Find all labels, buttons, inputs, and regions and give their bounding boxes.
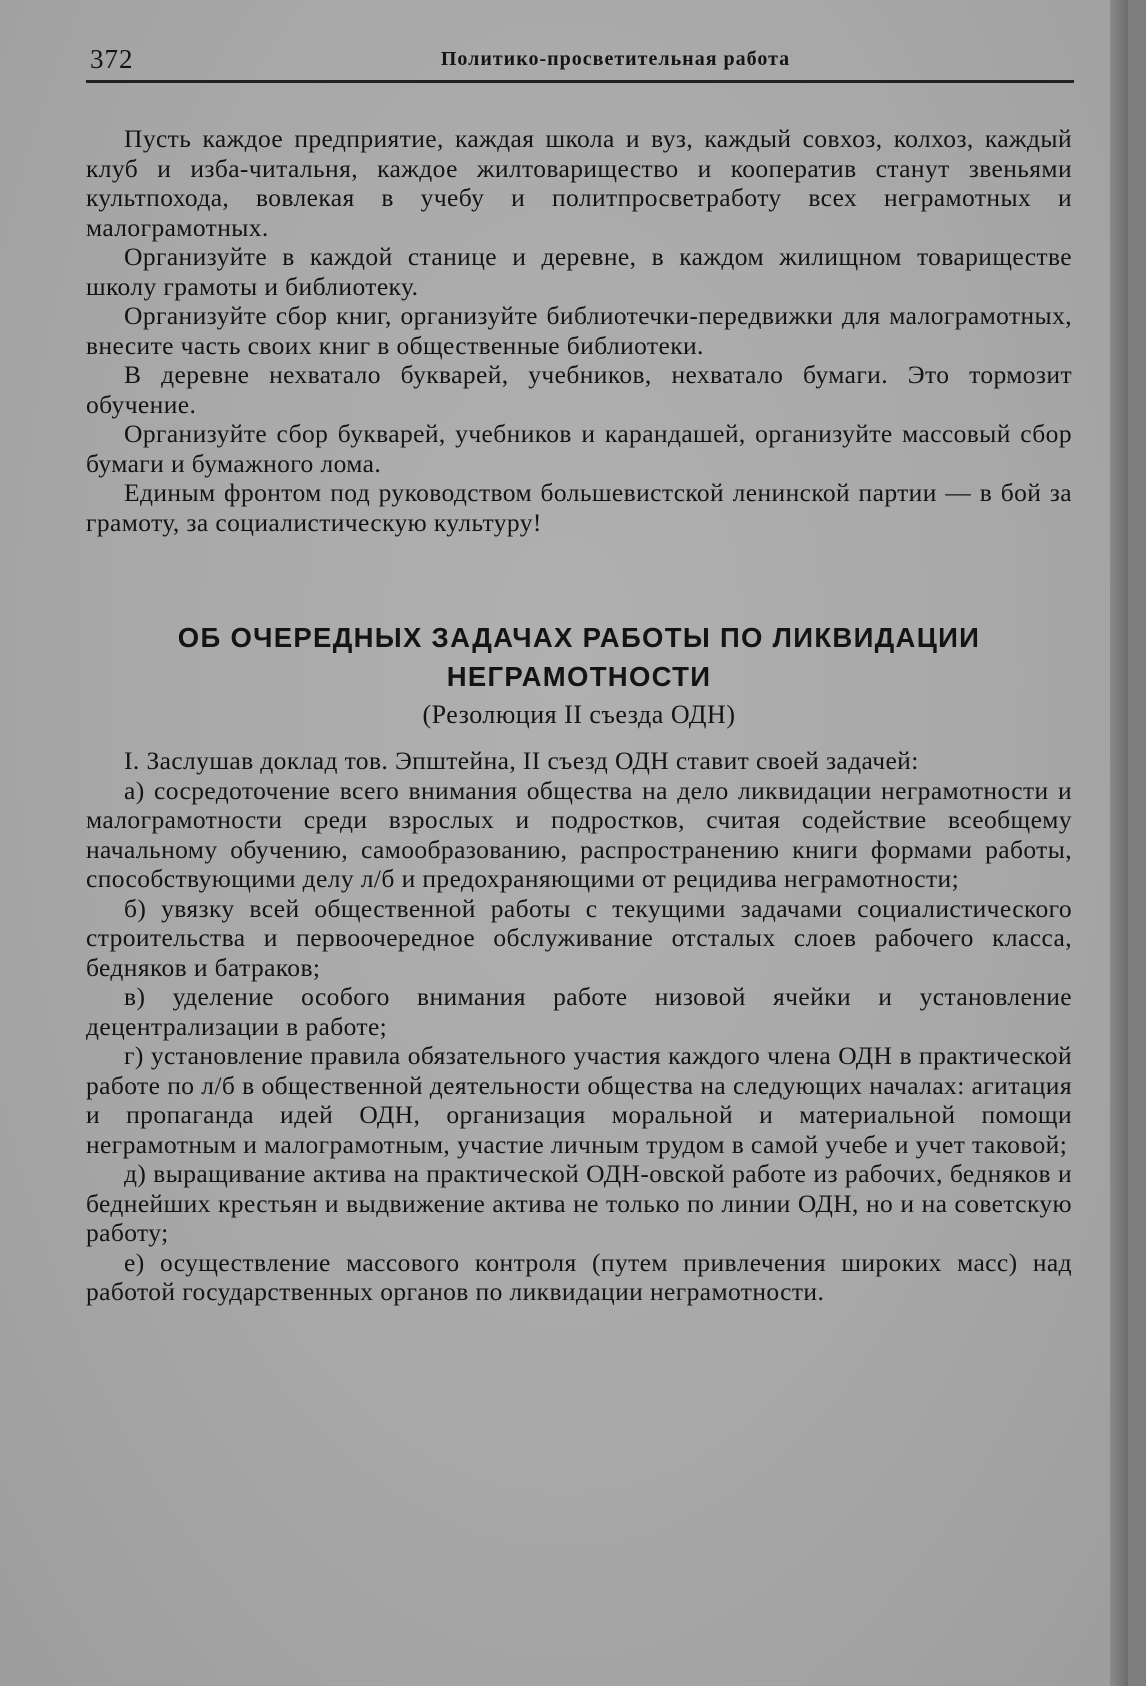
section-title-line-2: НЕГРАМОТНОСТИ [446,661,712,692]
intro-text [86,124,1072,537]
intro-paragraph: Организуйте в каждой станице и деревне, в каждом жилищном товариществе школу грамоты и библиотеку. [86,242,1072,301]
section-title-line-1: ОБ ОЧЕРЕДНЫХ ЗАДАЧАХ РАБОТЫ ПО ЛИКВИДАЦИИ [177,622,981,653]
intro-paragraph: Единым фронтом под руководством большевистской ленинской партии — в бой за грамоту, за социалистическую культуру! [86,478,1072,537]
resolution-item-d: д) выращивание актива на практической ОДН-овской работе из рабочих, бедняков и беднейших крестьян и выдвижение актива не только по линии ОДН, но и на советскую работу; [86,1159,1072,1247]
intro-paragraph: Организуйте сбор книг, организуйте библиотечки-передвижки для малограмотных, внесите часть своих книг в общественные библиотеки. [86,301,1072,360]
intro-paragraph: В деревне нехватало букварей, учебников, нехватало бумаги. Это тормозит обучение. [86,360,1072,419]
resolution-paragraph: I. Заслушав доклад тов. Эпштейна, II съезд ОДН ставит своей задачей: [124,746,919,775]
section-subtitle: (Резолюция II съезда ОДН) [422,700,736,729]
running-title: Политико-просветительная работа [440,48,791,70]
running-head [88,44,1073,80]
page-edge [1110,0,1128,1686]
intro-paragraph: Организуйте сбор букварей, учебников и карандашей, организуйте массовый сбор бумаги и бумажного лома. [86,419,1072,478]
section-title [86,618,1072,696]
page-number: 372 [90,44,134,74]
resolution-item-e: е) осуществление массового контроля (путем привлечения широких масс) над работой государственных органов по ликвидации неграмотности. [86,1247,1072,1306]
resolution-text [86,746,1072,1307]
resolution-item-v: в) уделение особого внимания работе низовой ячейки и установление децентрализации в работе; [86,982,1072,1041]
resolution-item-a: а) сосредоточение всего внимания общества на дело ликвидации неграмотности и малограмотности среди взрослых и подростков, считая содействие всеобщему начальному обучению, самообразованию, распространению книги формами работы, способствующими делу л/б и предохраняющими от рецидива неграмотности; [86,775,1072,893]
header-rule [86,80,1074,83]
resolution-item-b: б) увязку всей общественной работы с текущими задачами социалистического строительства и первоочередное обслуживание отсталых слоев рабочего класса, бедняков и батраков; [86,893,1072,982]
resolution-item-g: г) установление правила обязательного участия каждого члена ОДН в практической работе по л/б в общественной деятельности общества на следующих началах: агитация и пропаганда идей ОДН, организация моральной и материальной помощи неграмотным и малограмотным, участие личным трудом в самой учебе и учет таковой; [86,1041,1072,1159]
intro-paragraph: Пусть каждое предприятие, каждая школа и вуз, каждый совхоз, колхоз, каждый клуб и изба-читальня, каждое жилтоварищество и кооператив станут звеньями культпохода, вовлекая в учебу и политпросветработу всех неграмотных и малограмотных. [86,124,1072,242]
